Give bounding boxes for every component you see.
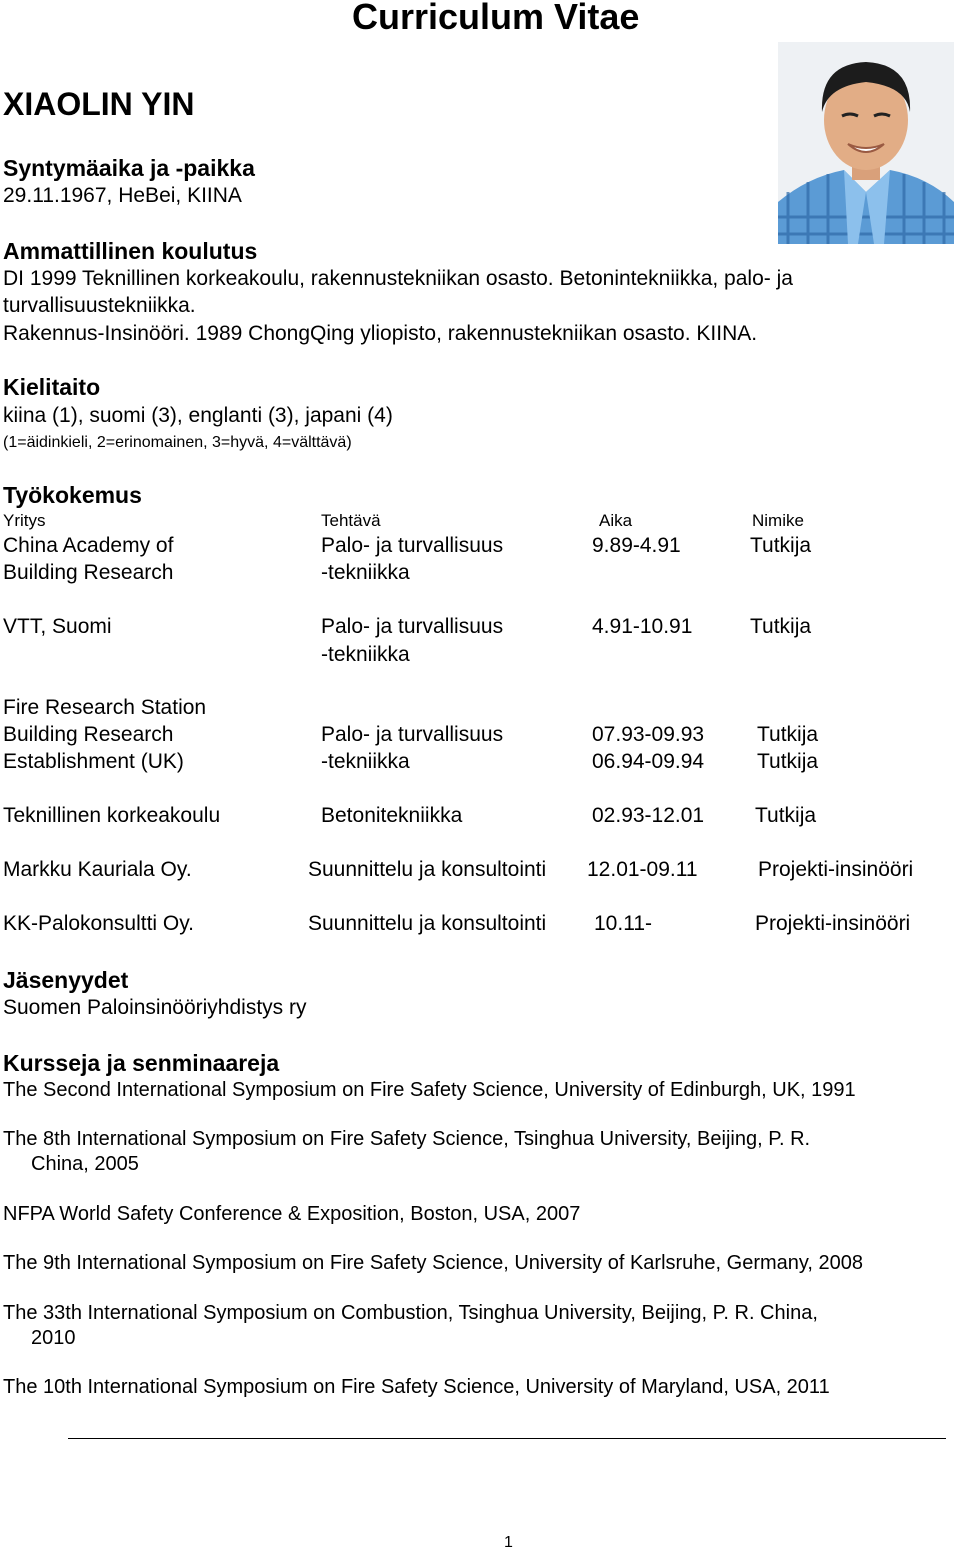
work-time: 10.11- xyxy=(594,912,652,935)
work-task: Suunnittelu ja konsultointi xyxy=(308,858,547,881)
work-col-company: Yritys xyxy=(3,511,46,530)
work-company: VTT, Suomi xyxy=(3,615,112,638)
work-task: -tekniikka xyxy=(321,643,410,666)
person-name: XIAOLIN YIN xyxy=(3,86,195,122)
work-position: Projekti-insinööri xyxy=(755,912,911,935)
work-task: Palo- ja turvallisuus xyxy=(321,534,504,557)
document-title: Curriculum Vitae xyxy=(352,0,640,37)
work-time: 07.93-09.93 xyxy=(592,723,705,746)
work-company: Building Research xyxy=(3,723,174,746)
work-position: Tutkija xyxy=(757,723,819,746)
portrait-photo xyxy=(778,42,954,244)
course-item: The 9th International Symposium on Fire Safety Science, University of Karlsruhe, Germany, 2008 xyxy=(3,1252,864,1274)
work-company: Teknillinen korkeakoulu xyxy=(3,804,221,827)
birth-heading: Syntymäaika ja -paikka xyxy=(3,155,255,181)
work-task: Palo- ja turvallisuus xyxy=(321,615,504,638)
page-number: 1 xyxy=(504,1534,513,1551)
course-item: The Second International Symposium on Fire Safety Science, University of Edinburgh, UK, 1991 xyxy=(3,1079,856,1101)
work-company: Establishment (UK) xyxy=(3,750,184,773)
work-task: -tekniikka xyxy=(321,750,410,773)
work-col-position: Nimike xyxy=(752,511,804,530)
work-time: 4.91-10.91 xyxy=(592,615,693,638)
course-item: The 10th International Symposium on Fire Safety Science, University of Maryland, USA, 2011 xyxy=(3,1376,830,1398)
footer-rule xyxy=(68,1438,946,1439)
work-position: Projekti-insinööri xyxy=(758,858,914,881)
education-line: turvallisuustekniikka. xyxy=(3,294,196,317)
work-position: Tutkija xyxy=(750,534,812,557)
work-heading: Työkokemus xyxy=(3,482,142,508)
work-time: 06.94-09.94 xyxy=(592,750,705,773)
memberships-value: Suomen Paloinsinööriyhdistys ry xyxy=(3,996,307,1019)
work-position: Tutkija xyxy=(757,750,819,773)
work-task: Palo- ja turvallisuus xyxy=(321,723,504,746)
work-company: Fire Research Station xyxy=(3,696,207,719)
work-position: Tutkija xyxy=(755,804,817,827)
course-item-cont: China, 2005 xyxy=(31,1153,139,1175)
languages-legend: (1=äidinkieli, 2=erinomainen, 3=hyvä, 4=välttävä) xyxy=(3,434,352,451)
portrait-illustration xyxy=(778,42,954,244)
work-company: Building Research xyxy=(3,561,174,584)
birth-value: 29.11.1967, HeBei, KIINA xyxy=(3,184,242,207)
work-task: Suunnittelu ja konsultointi xyxy=(308,912,547,935)
work-time: 9.89-4.91 xyxy=(592,534,681,557)
work-col-time: Aika xyxy=(599,511,633,530)
work-company: KK-Palokonsultti Oy. xyxy=(3,912,195,935)
work-company: Markku Kauriala Oy. xyxy=(3,858,192,881)
work-task: -tekniikka xyxy=(321,561,410,584)
course-item-cont: 2010 xyxy=(31,1327,76,1349)
work-time: 12.01-09.11 xyxy=(587,858,698,881)
courses-heading: Kursseja ja senminaareja xyxy=(3,1050,280,1076)
course-item: The 8th International Symposium on Fire Safety Science, Tsinghua University, Beijing, P. R. xyxy=(3,1128,811,1150)
education-line: Rakennus-Insinööri. 1989 ChongQing yliopisto, rakennustekniikan osasto. KIINA. xyxy=(3,322,758,345)
languages-heading: Kielitaito xyxy=(3,374,101,400)
languages-value: kiina (1), suomi (3), englanti (3), japani (4) xyxy=(3,404,393,427)
work-company: China Academy of xyxy=(3,534,174,557)
work-task: Betonitekniikka xyxy=(321,804,463,827)
course-item: The 33th International Symposium on Combustion, Tsinghua University, Beijing, P. R. China, xyxy=(3,1302,818,1324)
education-heading: Ammattillinen koulutus xyxy=(3,238,258,264)
course-item: NFPA World Safety Conference & Exposition, Boston, USA, 2007 xyxy=(3,1203,581,1225)
work-time: 02.93-12.01 xyxy=(592,804,705,827)
work-position: Tutkija xyxy=(750,615,812,638)
memberships-heading: Jäsenyydet xyxy=(3,967,129,993)
education-line: DI 1999 Teknillinen korkeakoulu, rakennustekniikan osasto. Betonintekniikka, palo- ja xyxy=(3,267,793,290)
work-col-task: Tehtävä xyxy=(321,511,381,530)
